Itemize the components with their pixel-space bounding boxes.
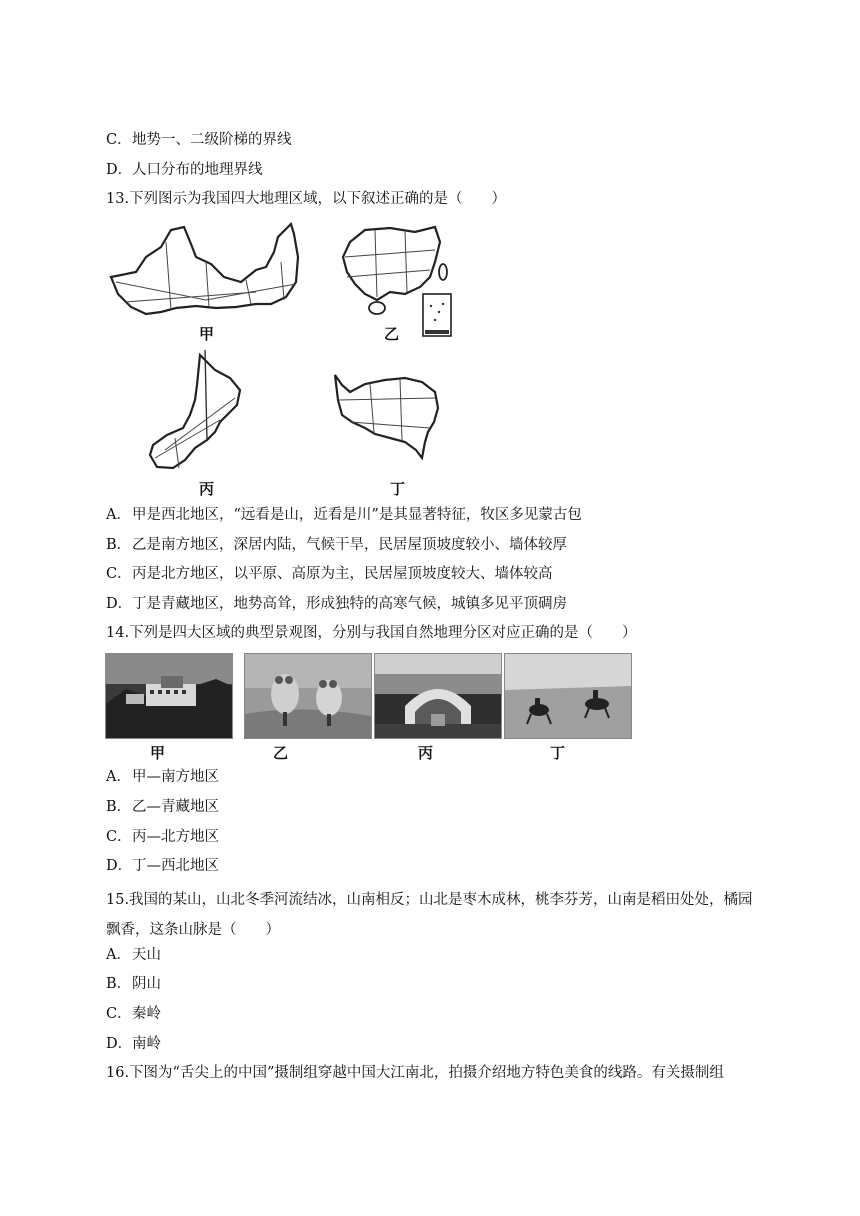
q15-option-c: C．秦岭: [106, 1006, 161, 1022]
q13-option-a: A．甲是西北地区，“远看是山，近看是川”是其显著特征，牧区多见蒙古包: [106, 507, 582, 523]
q15-option-d: D．南岭: [106, 1036, 161, 1052]
desert-rock-photo: [244, 653, 372, 739]
map-label-bing: 丙: [199, 480, 215, 498]
q13-option-c: C．丙是北方地区，以平原、高原为主，民居屋顶坡度较大、墙体较高: [106, 566, 553, 582]
south-region-map: [335, 222, 465, 342]
photo-label-ding: 丁: [550, 744, 566, 762]
option-c-prev: C．地势一、二级阶梯的界线: [106, 132, 292, 148]
option-d-prev: D．人口分布的地理界线: [106, 162, 263, 178]
question-14-stem: 14.下列是四大区域的典型景观图，分别与我国自然地理分区对应正确的是（ ）: [106, 625, 637, 641]
question-13-stem: 13.下列图示为我国四大地理区域，以下叙述正确的是（ ）: [106, 191, 507, 207]
northwest-region-map: [106, 222, 306, 322]
qinghai-tibet-region-map: [330, 370, 445, 465]
map-label-jia: 甲: [199, 325, 215, 343]
q15-option-b: B．阴山: [106, 976, 161, 992]
potala-palace-photo: [105, 653, 233, 739]
q14-option-b: B．乙—青藏地区: [106, 799, 219, 815]
photo-label-jia: 甲: [150, 744, 166, 762]
q13-option-d: D．丁是青藏地区，地势高耸，形成独特的高寒气候，城镇多见平顶碉房: [106, 596, 567, 612]
map-label-yi: 乙: [384, 325, 400, 343]
q14-option-a: A．甲—南方地区: [106, 769, 219, 785]
q14-option-d: D．丁—西北地区: [106, 858, 219, 874]
stone-arch-bridge-photo: [374, 653, 502, 739]
horse-riders-grassland-photo: [504, 653, 632, 739]
question-16-stem: 16.下图为“舌尖上的中国”摄制组穿越中国大江南北，拍摄介绍地方特色美食的线路。有关摄制组: [106, 1065, 724, 1081]
q13-option-b: B．乙是南方地区，深居内陆，气候干旱，民居屋顶坡度较小、墙体较厚: [106, 537, 567, 553]
north-region-map: [145, 350, 265, 475]
question-15-stem: 15.我国的某山，山北冬季河流结冰，山南相反；山北是枣木成林，桃李芬芳，山南是稻田处处，橘园飘香，这条山脉是（ ）: [106, 892, 753, 938]
q14-option-c: C．丙—北方地区: [106, 829, 219, 845]
photo-label-bing: 丙: [418, 744, 434, 762]
photo-label-yi: 乙: [273, 744, 289, 762]
map-label-ding: 丁: [390, 480, 406, 498]
q15-option-a: A．天山: [106, 947, 161, 963]
